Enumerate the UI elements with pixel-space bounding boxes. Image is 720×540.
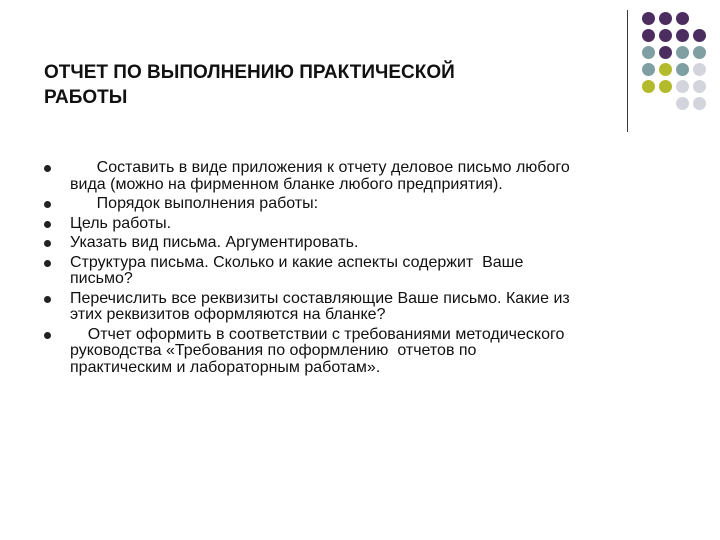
list-item	[44, 235, 684, 252]
list-item	[44, 216, 684, 233]
title-line-2: РАБОТЫ	[44, 87, 128, 108]
list-item	[44, 327, 684, 377]
decorative-dot	[676, 63, 689, 76]
bullet-list	[44, 160, 684, 379]
bullet-icon	[44, 221, 51, 228]
decorative-dot	[676, 80, 689, 93]
decorative-dot	[642, 80, 655, 93]
decorative-dot	[659, 29, 672, 42]
decorative-vertical-line	[627, 10, 628, 132]
title-line-1: ОТЧЕТ ПО ВЫПОЛНЕНИЮ ПРАКТИЧЕСКОЙ	[44, 62, 455, 83]
decorative-dot	[659, 12, 672, 25]
item-line: Порядок выполнения работы:	[70, 195, 319, 212]
bullet-icon	[44, 201, 51, 208]
item-line: Перечислить все реквизиты составляющие Ваше письмо. Какие из	[70, 289, 570, 307]
decorative-dot	[693, 63, 706, 76]
decorative-dot	[693, 46, 706, 59]
item-line: Указать вид письма. Аргументировать.	[70, 234, 359, 251]
decorative-dot	[676, 12, 689, 25]
decorative-dot	[676, 29, 689, 42]
item-line: письмо?	[70, 270, 133, 287]
decorative-dot	[642, 63, 655, 76]
bullet-icon	[44, 165, 51, 172]
item-line: руководства «Требования по оформлению отчетов по	[70, 342, 477, 359]
slide-title	[44, 60, 564, 110]
decorative-dot	[659, 46, 672, 59]
decorative-dot	[693, 29, 706, 42]
bullet-icon	[44, 240, 51, 247]
list-item	[44, 160, 684, 193]
item-line: Составить в виде приложения к отчету деловое письмо любого	[70, 159, 570, 176]
bullet-icon	[44, 260, 51, 267]
list-item	[44, 196, 684, 213]
decorative-dot	[659, 80, 672, 93]
decorative-dot	[642, 29, 655, 42]
bullet-icon	[44, 332, 51, 339]
item-line: Отчет оформить в соответствии с требованиями методического	[70, 325, 565, 343]
item-line: Цель работы.	[70, 214, 172, 232]
item-line: этих реквизитов оформляются на бланке?	[70, 306, 386, 323]
decorative-dot	[693, 80, 706, 93]
decorative-dot	[676, 97, 689, 110]
item-line: Структура письма. Сколько и какие аспекты содержит Ваше	[70, 253, 524, 271]
decorative-dot	[659, 63, 672, 76]
list-item	[44, 255, 684, 288]
decorative-dot	[693, 97, 706, 110]
decorative-dot	[642, 12, 655, 25]
bullet-icon	[44, 296, 51, 303]
item-line: вида (можно на фирменном бланке любого предприятия).	[70, 175, 503, 193]
item-line: практическим и лабораторным работам».	[70, 358, 381, 376]
list-item	[44, 291, 684, 324]
decorative-dot	[676, 46, 689, 59]
decorative-dot	[642, 46, 655, 59]
